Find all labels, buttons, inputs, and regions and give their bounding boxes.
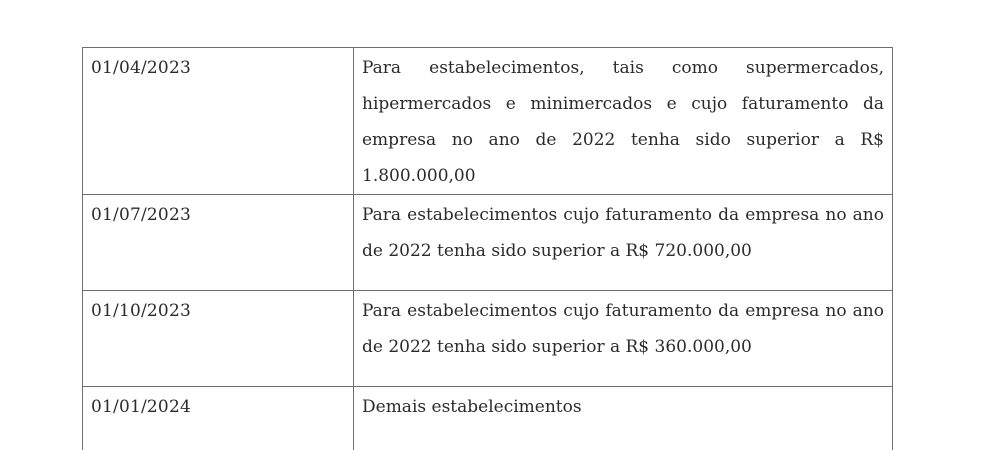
date-cell: 01/07/2023 <box>83 195 354 291</box>
table-row <box>83 195 893 291</box>
date-cell: 01/01/2024 <box>83 387 354 450</box>
table-row <box>83 48 893 195</box>
table-row <box>83 291 893 387</box>
description-cell: Para estabelecimentos, tais como supermercados, hipermercados e minimercados e cujo faturamento da empresa no ano de 2022 tenha sido superior a R$ 1.800.000,00 <box>354 48 893 195</box>
date-cell: 01/10/2023 <box>83 291 354 387</box>
date-cell: 01/04/2023 <box>83 48 354 195</box>
description-cell: Demais estabelecimentos <box>354 387 893 450</box>
table-row <box>83 387 893 450</box>
description-cell: Para estabelecimentos cujo faturamento da empresa no ano de 2022 tenha sido superior a R$ 720.000,00 <box>354 195 893 291</box>
description-cell: Para estabelecimentos cujo faturamento da empresa no ano de 2022 tenha sido superior a R$ 360.000,00 <box>354 291 893 387</box>
schedule-table-body <box>83 48 893 450</box>
schedule-table <box>82 47 893 450</box>
